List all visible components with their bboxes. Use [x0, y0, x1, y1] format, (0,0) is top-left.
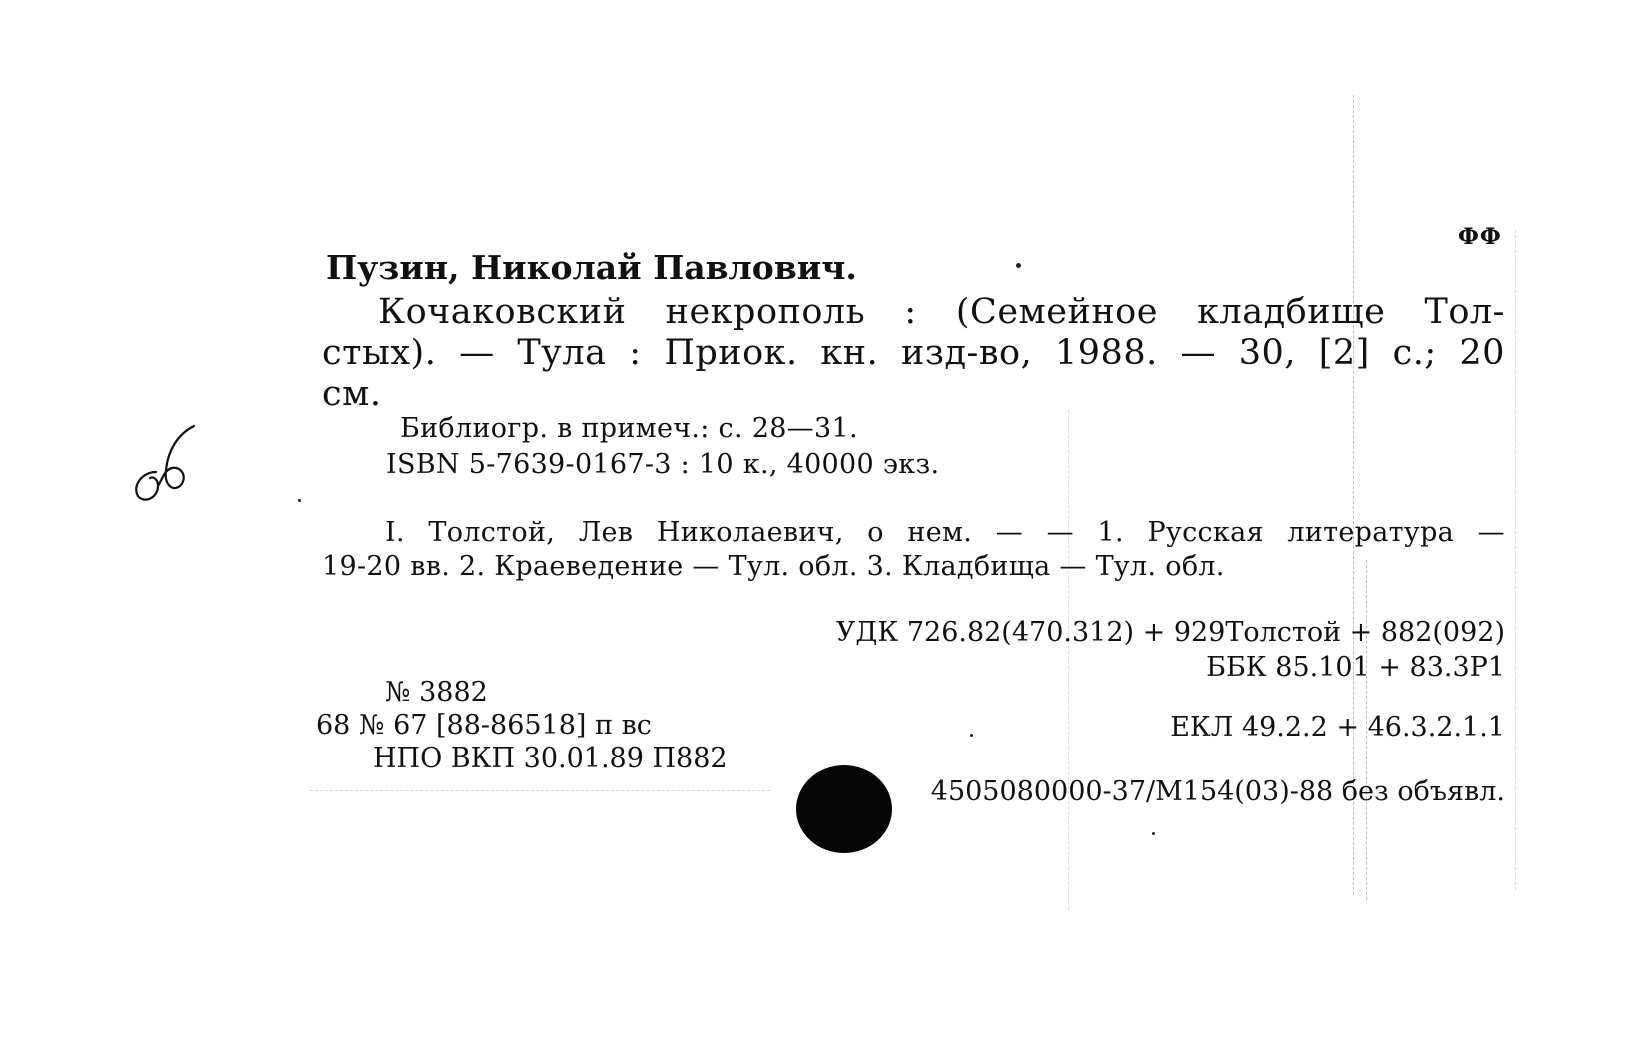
title-word: (Семейное — [955, 292, 1158, 332]
subject-word: о — [867, 517, 884, 548]
bibliography-note: Библиогр. в примеч.: с. 28—31. — [400, 413, 858, 444]
title-word: 1988. — [1055, 333, 1158, 373]
card-number: № 3882 — [385, 677, 488, 708]
title-line-2 — [322, 333, 1505, 373]
scan-guide-line — [1068, 410, 1069, 910]
corner-mark: ФФ — [1458, 224, 1502, 250]
title-word: [2] — [1318, 333, 1370, 373]
subjects-line-2: 19-20 вв. 2. Краеведение — Тул. обл. 3. Кладбища — Тул. обл. — [322, 551, 1225, 582]
title-word: кладбище — [1197, 292, 1386, 332]
bbk-classification: ББК 85.101 + 83.3Р1 — [1206, 652, 1505, 683]
subject-word: нем. — [907, 517, 973, 548]
title-word: : — [904, 292, 917, 332]
organization-line: НПО ВКП 30.01.89 П882 — [373, 743, 728, 774]
subject-word: Николаевич, — [656, 517, 844, 548]
publisher-code: 4505080000-37/М154(03)-88 без объявл. — [930, 776, 1505, 807]
speck — [298, 499, 301, 502]
subject-word: Русская — [1147, 517, 1264, 548]
title-word: изд-во, — [901, 333, 1033, 373]
subjects-line-1 — [385, 517, 1505, 548]
title-word: некрополь — [665, 292, 866, 332]
speck — [1152, 832, 1155, 835]
title-word: с.; — [1392, 333, 1437, 373]
subject-word: Толстой, — [428, 517, 556, 548]
author-heading: Пузин, Николай Павлович. — [326, 248, 857, 287]
speck — [970, 734, 973, 737]
subject-word: — — [1046, 517, 1074, 548]
title-word: стых). — [322, 333, 437, 373]
subject-word: — — [995, 517, 1024, 548]
title-word: 30, — [1238, 333, 1296, 373]
subject-word: 1. — [1097, 517, 1124, 548]
ekl-classification: ЕКЛ 49.2.2 + 46.3.2.1.1 — [1170, 712, 1505, 743]
udk-classification: УДК 726.82(470.312) + 929Толстой + 882(092) — [835, 617, 1505, 648]
subject-word: — — [1477, 517, 1505, 548]
speck — [1016, 263, 1021, 268]
title-word: 20 — [1459, 333, 1505, 373]
title-line-1 — [378, 292, 1505, 332]
scan-guide-line — [1515, 230, 1516, 890]
title-word: Тула — [517, 333, 607, 373]
title-word: — — [1180, 333, 1216, 373]
title-word: Приок. — [664, 333, 798, 373]
title-word: Тол- — [1424, 292, 1505, 332]
isbn-line: ISBN 5-7639-0167-3 : 10 к., 40000 экз. — [386, 449, 940, 480]
scan-guide-line — [1353, 95, 1354, 895]
handwritten-mark — [128, 420, 208, 520]
order-line: 68 № 67 [88-86518] п вс — [316, 710, 652, 741]
title-word: — — [459, 333, 495, 373]
title-word: : — [629, 333, 642, 373]
scan-guide-line — [310, 790, 770, 791]
title-word: кн. — [820, 333, 879, 373]
subject-word: литература — [1287, 517, 1455, 548]
title-line-3: см. — [322, 374, 382, 414]
subject-word: I. — [385, 517, 405, 548]
title-word: Кочаковский — [378, 292, 627, 332]
punch-hole — [796, 765, 892, 853]
subject-word: Лев — [578, 517, 634, 548]
